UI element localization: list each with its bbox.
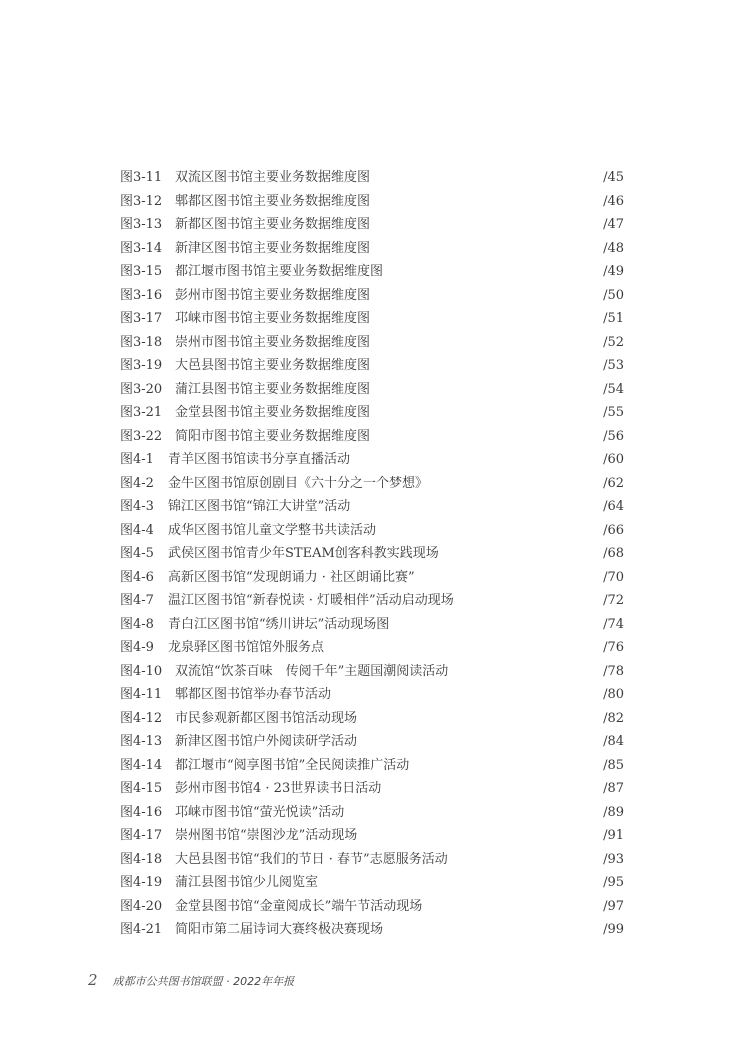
figure-number: 图3-15 <box>120 264 163 279</box>
page-number: /56 <box>603 428 624 444</box>
toc-entry[interactable] <box>120 754 624 778</box>
figure-title: 邛崃市图书馆“萤光悦读”活动 <box>175 804 345 820</box>
figure-number: 图3-14 <box>120 240 163 256</box>
toc-entry[interactable] <box>120 683 624 707</box>
page-number: /89 <box>603 804 624 820</box>
page-number: /60 <box>603 452 624 467</box>
figure-title: 简阳市第二届诗词大赛终极决赛现场 <box>175 922 384 937</box>
figure-title: 都江堰市图书馆主要业务数据维度图 <box>175 264 384 279</box>
figure-number: 图3-12 <box>120 193 163 209</box>
toc-entry[interactable] <box>120 613 624 637</box>
page-number: /53 <box>603 358 624 373</box>
toc-entry[interactable] <box>120 237 624 261</box>
figure-number: 图4-20 <box>120 898 163 914</box>
toc-entry[interactable] <box>120 401 624 425</box>
figure-title: 金堂县图书馆“金童阅成长”端午节活动现场 <box>175 898 423 914</box>
page-number: /74 <box>603 616 624 632</box>
figure-number: 图4-17 <box>120 828 163 843</box>
toc-entry[interactable] <box>120 354 624 378</box>
toc-entry[interactable] <box>120 636 624 660</box>
figure-title: 崇州图书馆“崇图沙龙”活动现场 <box>175 828 358 843</box>
figure-title: 彭州市图书馆主要业务数据维度图 <box>175 287 371 303</box>
figure-list <box>120 166 624 942</box>
footer-page-number: 2 <box>88 971 98 989</box>
figure-title: 蒲江县图书馆少儿阅览室 <box>175 875 319 890</box>
figure-title: 郫都区图书馆主要业务数据维度图 <box>175 193 371 209</box>
figure-title: 彭州市图书馆4 · 23世界读书日活动 <box>175 781 382 796</box>
toc-entry[interactable] <box>120 801 624 825</box>
figure-number: 图4-14 <box>120 757 163 773</box>
figure-number: 图4-11 <box>120 687 163 702</box>
figure-title: 崇州市图书馆主要业务数据维度图 <box>175 334 371 350</box>
page-number: /48 <box>603 240 624 256</box>
toc-entry[interactable] <box>120 824 624 848</box>
toc-entry[interactable] <box>120 589 624 613</box>
page-number: /72 <box>603 593 624 608</box>
figure-title: 郫都区图书馆举办春节活动 <box>175 687 332 702</box>
page-number: /76 <box>603 640 624 655</box>
page-number: /93 <box>603 851 624 867</box>
figure-title: 温江区图书馆“新春悦读 · 灯暖相伴”活动启动现场 <box>168 593 454 608</box>
figure-number: 图4-3 <box>120 499 154 514</box>
figure-number: 图4-12 <box>120 710 163 726</box>
toc-entry[interactable] <box>120 307 624 331</box>
figure-number: 图3-13 <box>120 217 163 232</box>
figure-number: 图3-16 <box>120 287 163 303</box>
page-number: /68 <box>603 546 624 561</box>
toc-entry[interactable] <box>120 566 624 590</box>
figure-number: 图3-19 <box>120 358 163 373</box>
figure-number: 图4-8 <box>120 616 154 632</box>
figure-number: 图3-21 <box>120 405 163 420</box>
figure-title: 金牛区图书馆原创剧目《六十分之一个梦想》 <box>168 475 429 491</box>
page-number: /87 <box>603 781 624 796</box>
figure-title: 龙泉驿区图书馆馆外服务点 <box>168 640 325 655</box>
figure-title: 高新区图书馆“发现朗诵力 · 社区朗诵比赛” <box>168 569 415 585</box>
page-number: /91 <box>603 828 624 843</box>
toc-entry[interactable] <box>120 519 624 543</box>
toc-entry[interactable] <box>120 213 624 237</box>
toc-entry[interactable] <box>120 260 624 284</box>
figure-number: 图4-16 <box>120 804 163 820</box>
page-number: /80 <box>603 687 624 702</box>
toc-entry[interactable] <box>120 166 624 190</box>
figure-title: 新都区图书馆主要业务数据维度图 <box>175 217 371 232</box>
figure-number: 图4-10 <box>120 663 163 679</box>
figure-title: 都江堰市“阅享图书馆”全民阅读推广活动 <box>175 757 410 773</box>
figure-title: 锦江区图书馆“锦江大讲堂”活动 <box>168 499 351 514</box>
figure-number: 图4-6 <box>120 569 154 585</box>
page-number: /45 <box>603 170 624 185</box>
toc-entry[interactable] <box>120 730 624 754</box>
figure-title: 双流馆“饮茶百味 传阅千年”主题国潮阅读活动 <box>175 663 449 679</box>
page-number: /52 <box>603 334 624 350</box>
toc-entry[interactable] <box>120 660 624 684</box>
page-number: /55 <box>603 405 624 420</box>
page-footer <box>88 970 294 990</box>
toc-entry[interactable] <box>120 495 624 519</box>
toc-entry[interactable] <box>120 448 624 472</box>
page-number: /78 <box>603 663 624 679</box>
footer-title: 成都市公共图书馆联盟 · 2022年年报 <box>112 975 295 988</box>
figure-title: 金堂县图书馆主要业务数据维度图 <box>175 405 371 420</box>
figure-number: 图4-15 <box>120 781 163 796</box>
figure-title: 青羊区图书馆读书分享直播活动 <box>168 452 351 467</box>
toc-entry[interactable] <box>120 918 624 942</box>
figure-number: 图4-4 <box>120 522 154 538</box>
toc-entry[interactable] <box>120 871 624 895</box>
figure-title: 蒲江县图书馆主要业务数据维度图 <box>175 381 371 397</box>
figure-number: 图3-11 <box>120 170 163 185</box>
figure-number: 图3-17 <box>120 311 163 326</box>
page-number: /70 <box>603 569 624 585</box>
figure-number: 图4-19 <box>120 875 163 890</box>
page-number: /97 <box>603 898 624 914</box>
toc-entry[interactable] <box>120 895 624 919</box>
figure-number: 图4-1 <box>120 452 154 467</box>
figure-number: 图4-21 <box>120 922 163 937</box>
toc-entry[interactable] <box>120 848 624 872</box>
figure-number: 图3-20 <box>120 381 163 397</box>
figure-title: 简阳市图书馆主要业务数据维度图 <box>175 428 371 444</box>
figure-title: 成华区图书馆儿童文学整书共读活动 <box>168 522 377 538</box>
figure-title: 新津区图书馆主要业务数据维度图 <box>175 240 371 256</box>
figure-title: 武侯区图书馆青少年STEAM创客科教实践现场 <box>168 546 439 561</box>
figure-number: 图3-18 <box>120 334 163 350</box>
toc-entry[interactable] <box>120 425 624 449</box>
figure-title: 市民参观新都区图书馆活动现场 <box>175 710 358 726</box>
figure-title: 大邑县图书馆“我们的节日 · 春节”志愿服务活动 <box>175 851 448 867</box>
toc-entry[interactable] <box>120 284 624 308</box>
page-number: /95 <box>603 875 624 890</box>
toc-entry[interactable] <box>120 190 624 214</box>
page-number: /54 <box>603 381 624 397</box>
figure-title: 大邑县图书馆主要业务数据维度图 <box>175 358 371 373</box>
figure-number: 图4-18 <box>120 851 163 867</box>
figure-title: 邛崃市图书馆主要业务数据维度图 <box>175 311 371 326</box>
toc-entry[interactable] <box>120 777 624 801</box>
figure-number: 图4-5 <box>120 546 154 561</box>
page-number: /47 <box>603 217 624 232</box>
page-number: /51 <box>603 311 624 326</box>
figure-number: 图4-13 <box>120 734 163 749</box>
page-number: /64 <box>603 499 624 514</box>
toc-entry[interactable] <box>120 542 624 566</box>
page-number: /50 <box>603 287 624 303</box>
page-number: /49 <box>603 264 624 279</box>
figure-number: 图4-2 <box>120 475 154 491</box>
figure-number: 图3-22 <box>120 428 163 444</box>
figure-number: 图4-9 <box>120 640 154 655</box>
figure-title: 双流区图书馆主要业务数据维度图 <box>175 170 371 185</box>
figure-number: 图4-7 <box>120 593 154 608</box>
figure-title: 新津区图书馆户外阅读研学活动 <box>175 734 358 749</box>
page-number: /46 <box>603 193 624 209</box>
page-number: /84 <box>603 734 624 749</box>
page-number: /82 <box>603 710 624 726</box>
toc-entry[interactable] <box>120 331 624 355</box>
page-number: /85 <box>603 757 624 773</box>
toc-entry[interactable] <box>120 378 624 402</box>
toc-entry[interactable] <box>120 707 624 731</box>
page-number: /99 <box>603 922 624 937</box>
toc-entry[interactable] <box>120 472 624 496</box>
page-number: /66 <box>603 522 624 538</box>
figure-title: 青白江区图书馆“绣川讲坛”活动现场图 <box>168 616 390 632</box>
page-number: /62 <box>603 475 624 491</box>
